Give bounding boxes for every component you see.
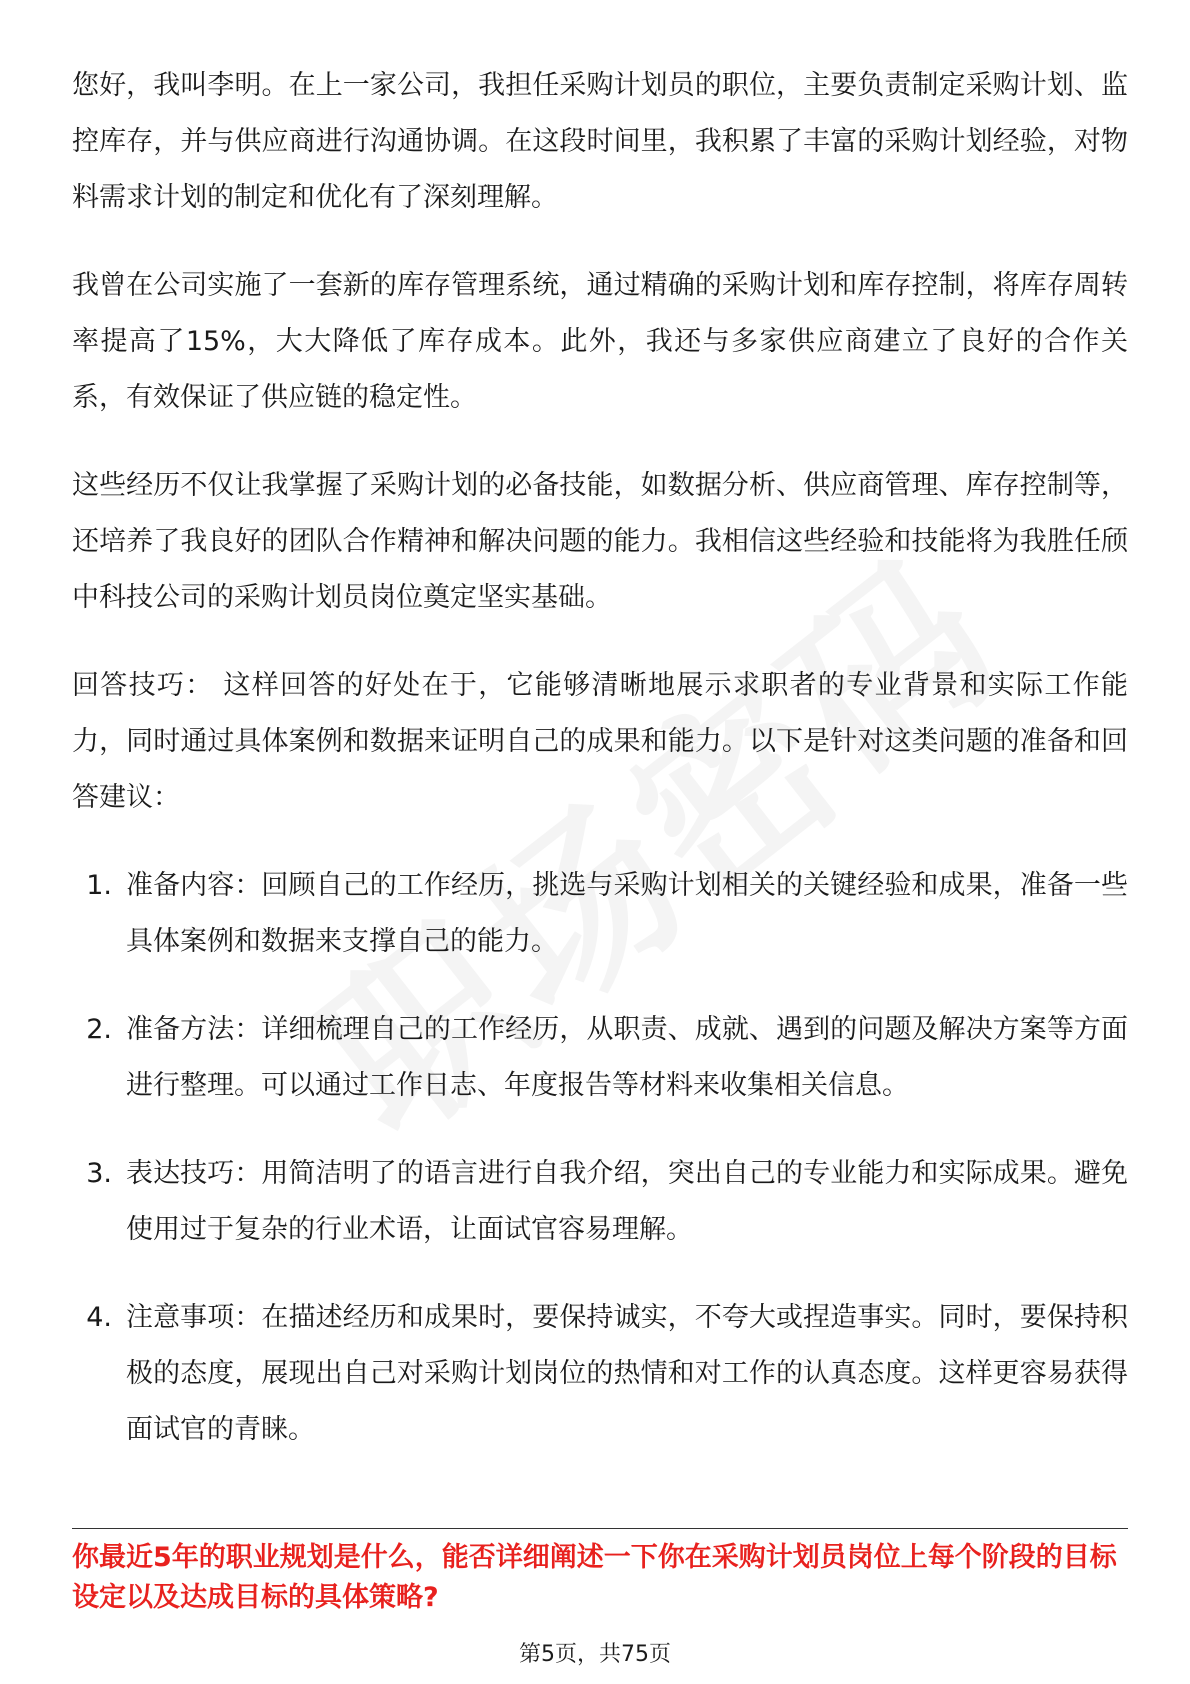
list-item xyxy=(72,1290,1128,1458)
list-item-text: 注意事项：在描述经历和成果时，要保持诚实，不夸大或捏造事实。同时，要保持积极的态度，展现出自己对采购计划岗位的热情和对工作的认真态度。这样更容易获得面试官的青睐。 xyxy=(126,1302,1128,1445)
list-item-number: 1. xyxy=(86,870,112,901)
main-content xyxy=(72,58,1128,1490)
paragraph-intro: 您好，我叫李明。在上一家公司，我担任采购计划员的职位，主要负责制定采购计划、监控库存，并与供应商进行沟通协调。在这段时间里，我积累了丰富的采购计划经验，对物料需求计划的制定和优化有了深刻理解。 xyxy=(72,70,1128,213)
paragraph-skills: 这些经历不仅让我掌握了采购计划的必备技能，如数据分析、供应商管理、库存控制等，还培养了我良好的团队合作精神和解决问题的能力。我相信这些经验和技能将为我胜任颀中科技公司的采购计划员岗位奠定坚实基础。 xyxy=(72,470,1128,613)
paragraph-tips: 回答技巧： 这样回答的好处在于，它能够清晰地展示求职者的专业背景和实际工作能力，同时通过具体案例和数据来证明自己的成果和能力。以下是针对这类问题的准备和回答建议： xyxy=(72,670,1128,813)
advice-list xyxy=(72,858,1128,1458)
page-number: 第5页，共75页 xyxy=(519,1642,671,1667)
list-item-number: 3. xyxy=(86,1158,112,1189)
list-item xyxy=(72,1146,1128,1258)
list-item-text: 表达技巧：用简洁明了的语言进行自我介绍，突出自己的专业能力和实际成果。避免使用过于复杂的行业术语，让面试官容易理解。 xyxy=(126,1158,1128,1245)
list-item xyxy=(72,858,1128,970)
list-item-number: 2. xyxy=(86,1014,112,1045)
list-item xyxy=(72,1002,1128,1114)
list-item-text: 准备内容：回顾自己的工作经历，挑选与采购计划相关的关键经验和成果，准备一些具体案例和数据来支撑自己的能力。 xyxy=(126,870,1128,957)
section-divider xyxy=(72,1528,1128,1529)
list-item-number: 4. xyxy=(86,1302,112,1333)
list-item-text: 准备方法：详细梳理自己的工作经历，从职责、成就、遇到的问题及解决方案等方面进行整理。可以通过工作日志、年度报告等材料来收集相关信息。 xyxy=(126,1014,1128,1101)
interview-question: 你最近5年的职业规划是什么，能否详细阐述一下你在采购计划员岗位上每个阶段的目标设定以及达成目标的具体策略? xyxy=(72,1542,1117,1613)
paragraph-achievement: 我曾在公司实施了一套新的库存管理系统，通过精确的采购计划和库存控制，将库存周转率提高了15%，大大降低了库存成本。此外，我还与多家供应商建立了良好的合作关系，有效保证了供应链的稳定性。 xyxy=(72,270,1128,413)
